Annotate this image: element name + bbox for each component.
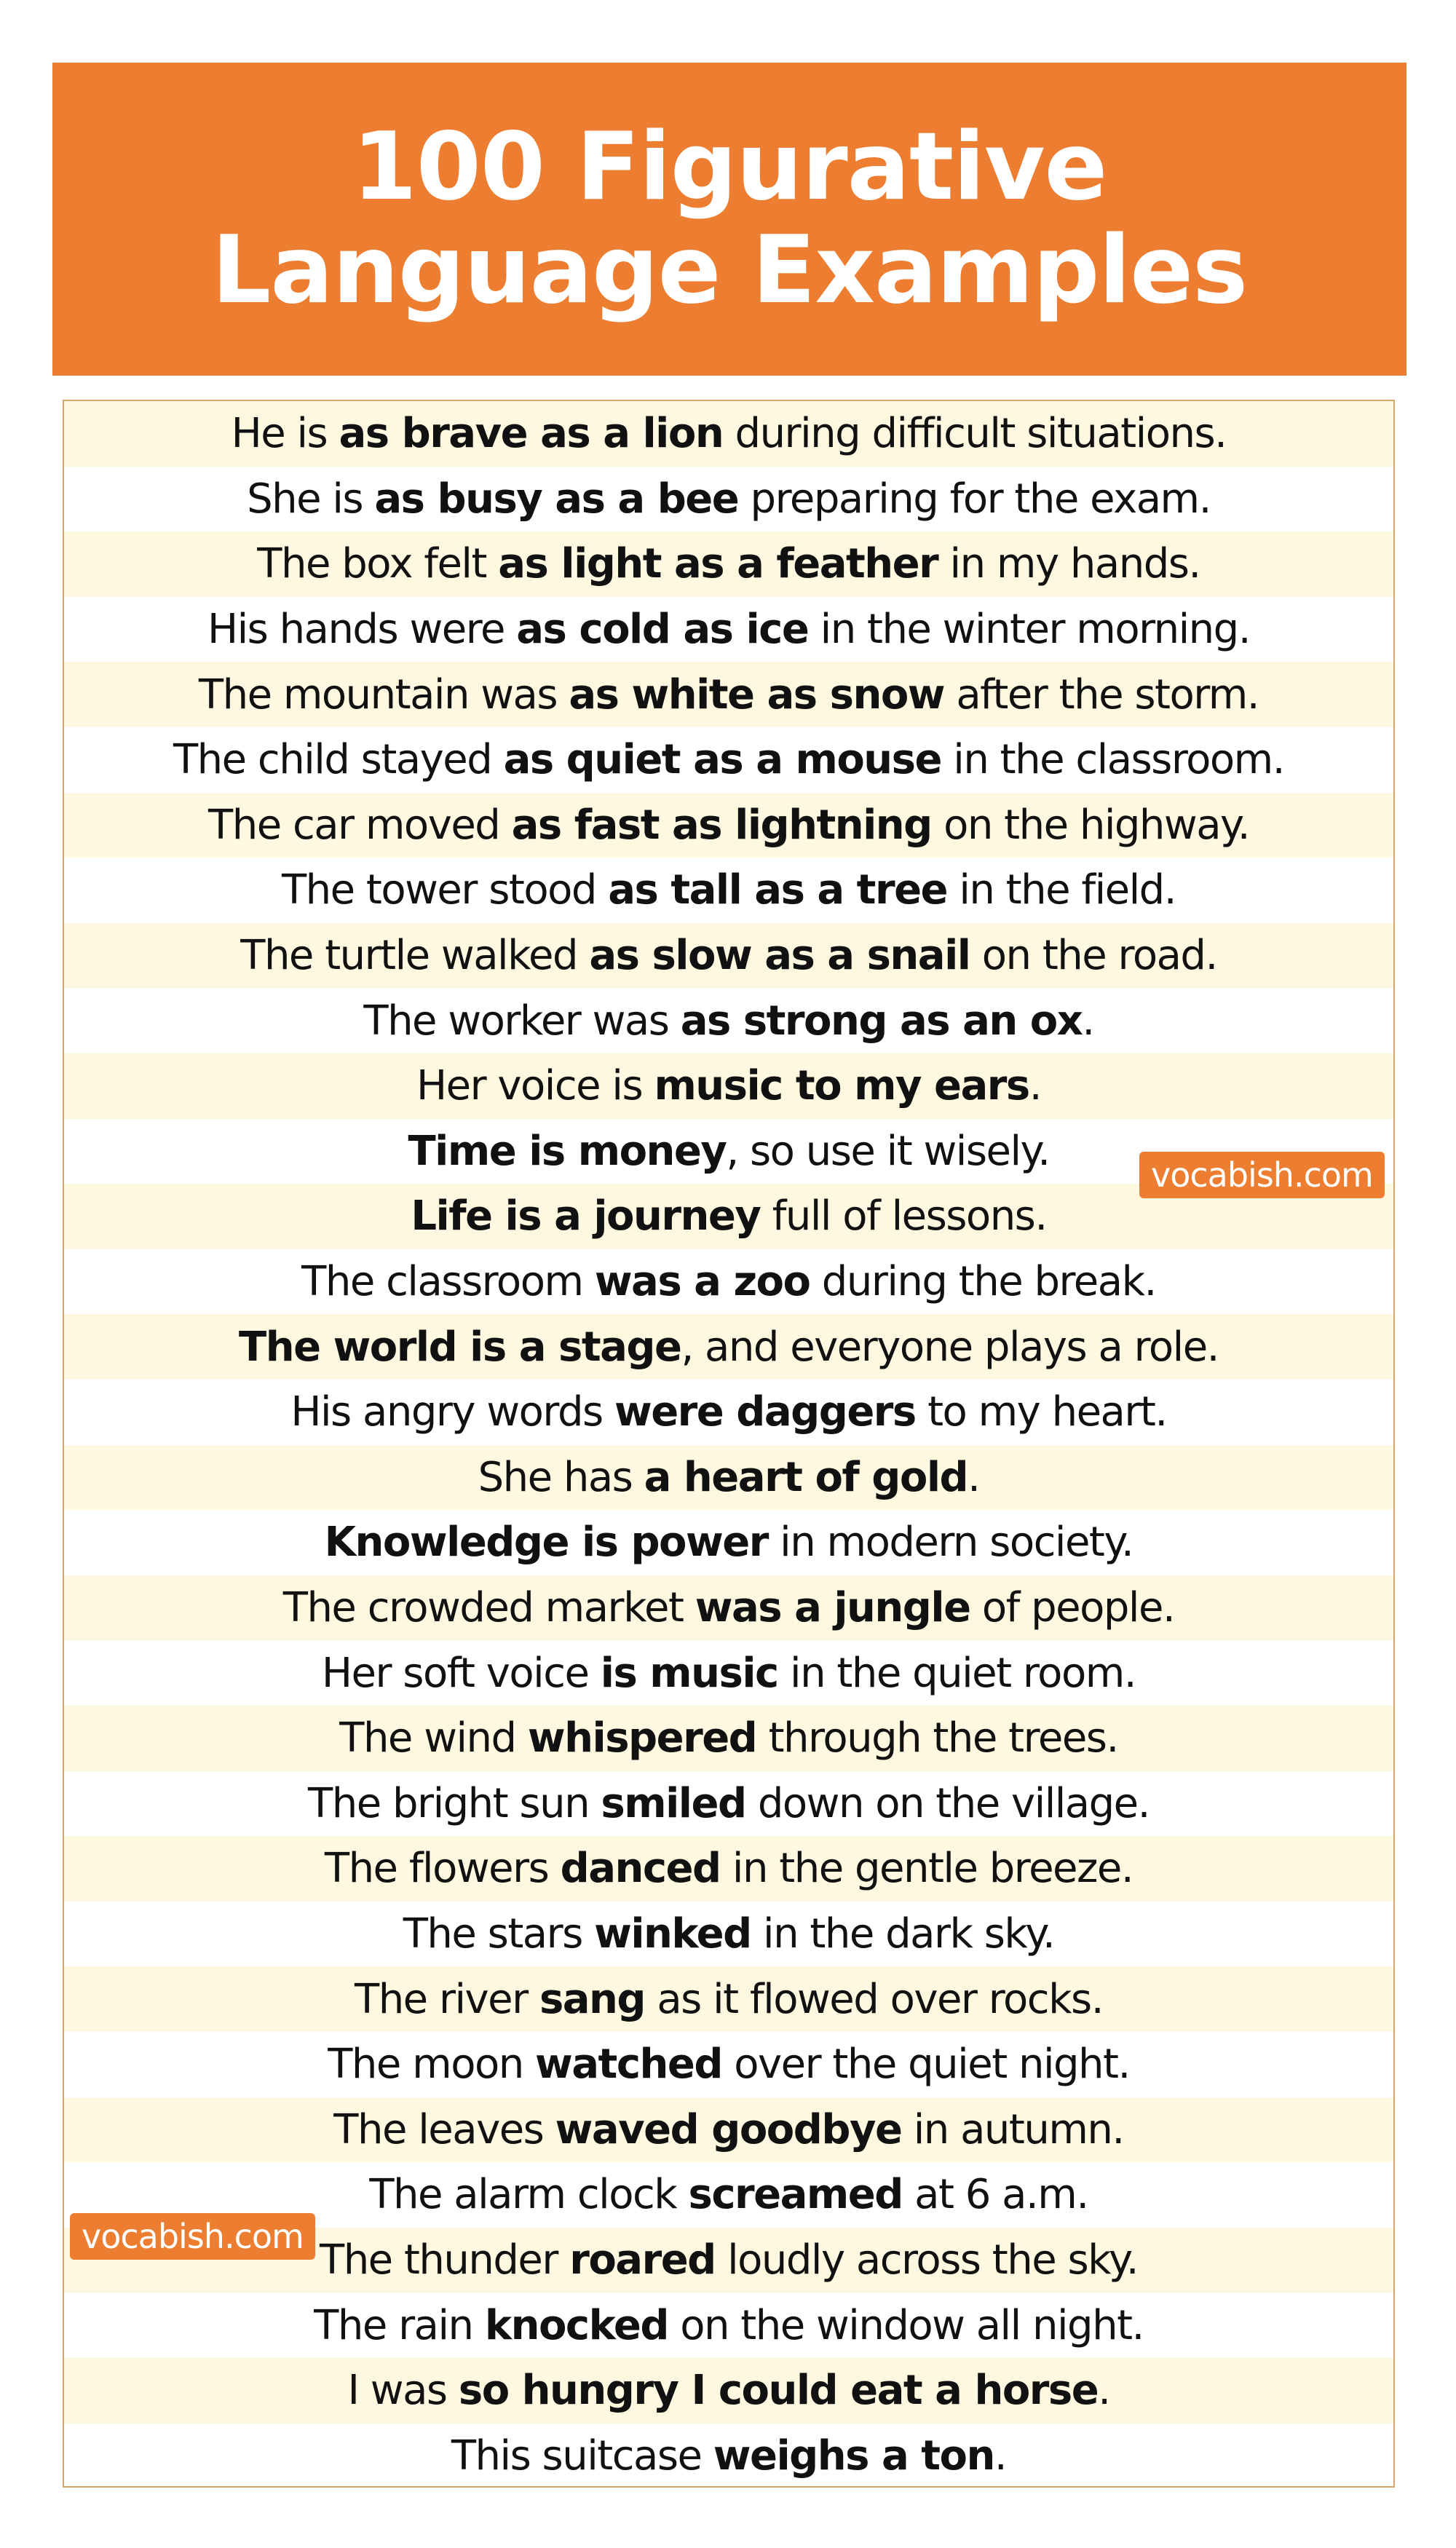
sentence-text: in the field. <box>947 866 1176 914</box>
list-item <box>64 2358 1393 2424</box>
sentence-text: to my heart. <box>915 1388 1167 1436</box>
sentence-text: The tower stood <box>281 866 609 914</box>
sentence-text: She has <box>478 1453 644 1501</box>
figurative-phrase: music to my ears <box>654 1062 1029 1110</box>
sentence-text: The worker was <box>363 997 681 1045</box>
sentence-text: I was <box>347 2367 459 2415</box>
sentence-text: The thunder <box>319 2236 570 2284</box>
sentence-text: The rain <box>314 2301 485 2349</box>
list-item <box>64 1706 1393 1771</box>
list-item <box>64 1510 1393 1575</box>
figurative-phrase: smiled <box>601 1779 746 1827</box>
sentence-text: His angry words <box>290 1388 614 1436</box>
sentence-text: The stars <box>403 1910 595 1958</box>
sentence-text: full of lessons. <box>760 1192 1047 1241</box>
sentence-text: as it flowed over rocks. <box>645 1975 1103 2023</box>
sentence-text: The leaves <box>333 2105 555 2153</box>
list-item <box>64 1902 1393 1967</box>
list-item <box>64 988 1393 1053</box>
figurative-phrase: was a zoo <box>594 1258 810 1306</box>
sentence-text: during the break. <box>810 1258 1156 1306</box>
sentence-text: in the dark sky. <box>751 1910 1055 1958</box>
figurative-phrase: Time is money <box>408 1127 727 1175</box>
sentence-text: This suitcase <box>451 2432 713 2480</box>
sentence-text: at 6 a.m. <box>902 2171 1088 2219</box>
list-item <box>64 1575 1393 1641</box>
sentence-text: , so use it wisely. <box>726 1127 1050 1175</box>
watermark-top: vocabish.com <box>1139 1152 1385 1198</box>
figurative-phrase: winked <box>594 1910 751 1958</box>
list-item <box>64 1771 1393 1837</box>
sentence-text: His hands were <box>207 606 517 654</box>
figurative-phrase: as busy as a bee <box>374 475 739 523</box>
list-item <box>64 923 1393 989</box>
list-item <box>64 1640 1393 1706</box>
sentence-text: preparing for the exam. <box>738 475 1211 523</box>
list-item <box>64 1380 1393 1445</box>
list-item <box>64 793 1393 858</box>
list-item <box>64 662 1393 727</box>
sentence-text: The box felt <box>257 540 499 588</box>
title-banner <box>52 63 1406 376</box>
list-item <box>64 1966 1393 2032</box>
figurative-phrase: whispered <box>527 1714 757 1762</box>
list-item <box>64 2424 1393 2489</box>
figurative-phrase: as slow as a snail <box>589 932 970 980</box>
examples-list <box>63 400 1395 2488</box>
sentence-text: over the quiet night. <box>721 2041 1130 2089</box>
sentence-text: down on the village. <box>745 1779 1150 1827</box>
list-item <box>64 2292 1393 2358</box>
sentence-text: in the winter morning. <box>808 606 1251 654</box>
figurative-phrase: a heart of gold <box>644 1453 968 1501</box>
sentence-text: The classroom <box>301 1258 595 1306</box>
figurative-phrase: danced <box>560 1845 721 1893</box>
figurative-phrase: sang <box>539 1975 646 2023</box>
sentence-text: during difficult situations. <box>723 410 1227 458</box>
list-item <box>64 1249 1393 1315</box>
sentence-text: The child stayed <box>173 736 504 784</box>
sentence-text: after the storm. <box>944 670 1259 719</box>
figurative-phrase: roared <box>569 2236 716 2284</box>
sentence-text: He is <box>231 410 339 458</box>
sentence-text: The turtle walked <box>240 932 590 980</box>
sentence-text: , and everyone plays a role. <box>681 1323 1219 1371</box>
figurative-phrase: as tall as a tree <box>608 866 948 914</box>
figurative-phrase: The world is a stage <box>239 1323 681 1371</box>
figurative-phrase: Knowledge is power <box>324 1519 768 1567</box>
sentence-text: The wind <box>339 1714 528 1762</box>
sentence-text: on the highway. <box>931 801 1249 849</box>
figurative-phrase: so hungry I could eat a horse <box>458 2367 1099 2415</box>
sentence-text: She is <box>247 475 375 523</box>
list-item <box>64 597 1393 662</box>
figurative-phrase: Life is a journey <box>411 1192 761 1241</box>
figurative-phrase: as brave as a lion <box>339 410 724 458</box>
page-title-line-2: Language Examples <box>211 216 1248 325</box>
sentence-text: Her soft voice <box>321 1649 601 1697</box>
sentence-text: through the trees. <box>756 1714 1118 1762</box>
sentence-text: . <box>1082 997 1094 1045</box>
list-item <box>64 401 1393 467</box>
figurative-phrase: weighs a ton <box>713 2432 994 2480</box>
figurative-phrase: watched <box>535 2041 722 2089</box>
figurative-phrase: as strong as an ox <box>680 997 1083 1045</box>
list-item <box>64 1445 1393 1511</box>
figurative-phrase: as white as snow <box>569 670 945 719</box>
sentence-text: in the quiet room. <box>778 1649 1136 1697</box>
watermark-bottom: vocabish.com <box>70 2213 315 2260</box>
sentence-text: The river <box>354 1975 539 2023</box>
sentence-text: loudly across the sky. <box>715 2236 1139 2284</box>
sentence-text: in autumn. <box>901 2105 1124 2153</box>
list-item <box>64 2032 1393 2097</box>
sentence-text: The flowers <box>324 1845 561 1893</box>
sentence-text: on the window all night. <box>668 2301 1144 2349</box>
figurative-phrase: is music <box>600 1649 778 1697</box>
sentence-text: . <box>1029 1062 1041 1110</box>
figurative-phrase: screamed <box>688 2171 903 2219</box>
figurative-phrase: were daggers <box>614 1388 916 1436</box>
sentence-text: . <box>968 1453 980 1501</box>
sentence-text: The mountain was <box>198 670 569 719</box>
sentence-text: in my hands. <box>938 540 1200 588</box>
sentence-text: in the classroom. <box>941 736 1285 784</box>
list-item <box>64 1314 1393 1380</box>
page-title-line-1: 100 Figurative <box>352 113 1107 221</box>
list-item <box>64 1053 1393 1119</box>
figurative-phrase: waved goodbye <box>555 2105 902 2153</box>
figurative-phrase: knocked <box>484 2301 668 2349</box>
list-item <box>64 727 1393 793</box>
sentence-text: The alarm clock <box>369 2171 689 2219</box>
figurative-phrase: was a jungle <box>695 1584 970 1632</box>
sentence-text: The moon <box>328 2041 536 2089</box>
figurative-phrase: as light as a feather <box>498 540 938 588</box>
sentence-text: The car moved <box>208 801 512 849</box>
list-item <box>64 2097 1393 2163</box>
sentence-text: of people. <box>970 1584 1175 1632</box>
sentence-text: The bright sun <box>308 1779 601 1827</box>
list-item <box>64 1836 1393 1902</box>
sentence-text: . <box>994 2432 1007 2480</box>
list-item <box>64 531 1393 597</box>
sentence-text: on the road. <box>970 932 1217 980</box>
sentence-text: in modern society. <box>767 1519 1133 1567</box>
list-item <box>64 858 1393 923</box>
sentence-text: Her voice is <box>416 1062 654 1110</box>
figurative-phrase: as cold as ice <box>516 606 809 654</box>
list-item <box>64 467 1393 532</box>
sentence-text: The crowded market <box>282 1584 695 1632</box>
figurative-phrase: as fast as lightning <box>511 801 932 849</box>
sentence-text: . <box>1098 2367 1110 2415</box>
figurative-phrase: as quiet as a mouse <box>503 736 941 784</box>
sentence-text: in the gentle breeze. <box>720 1845 1133 1893</box>
